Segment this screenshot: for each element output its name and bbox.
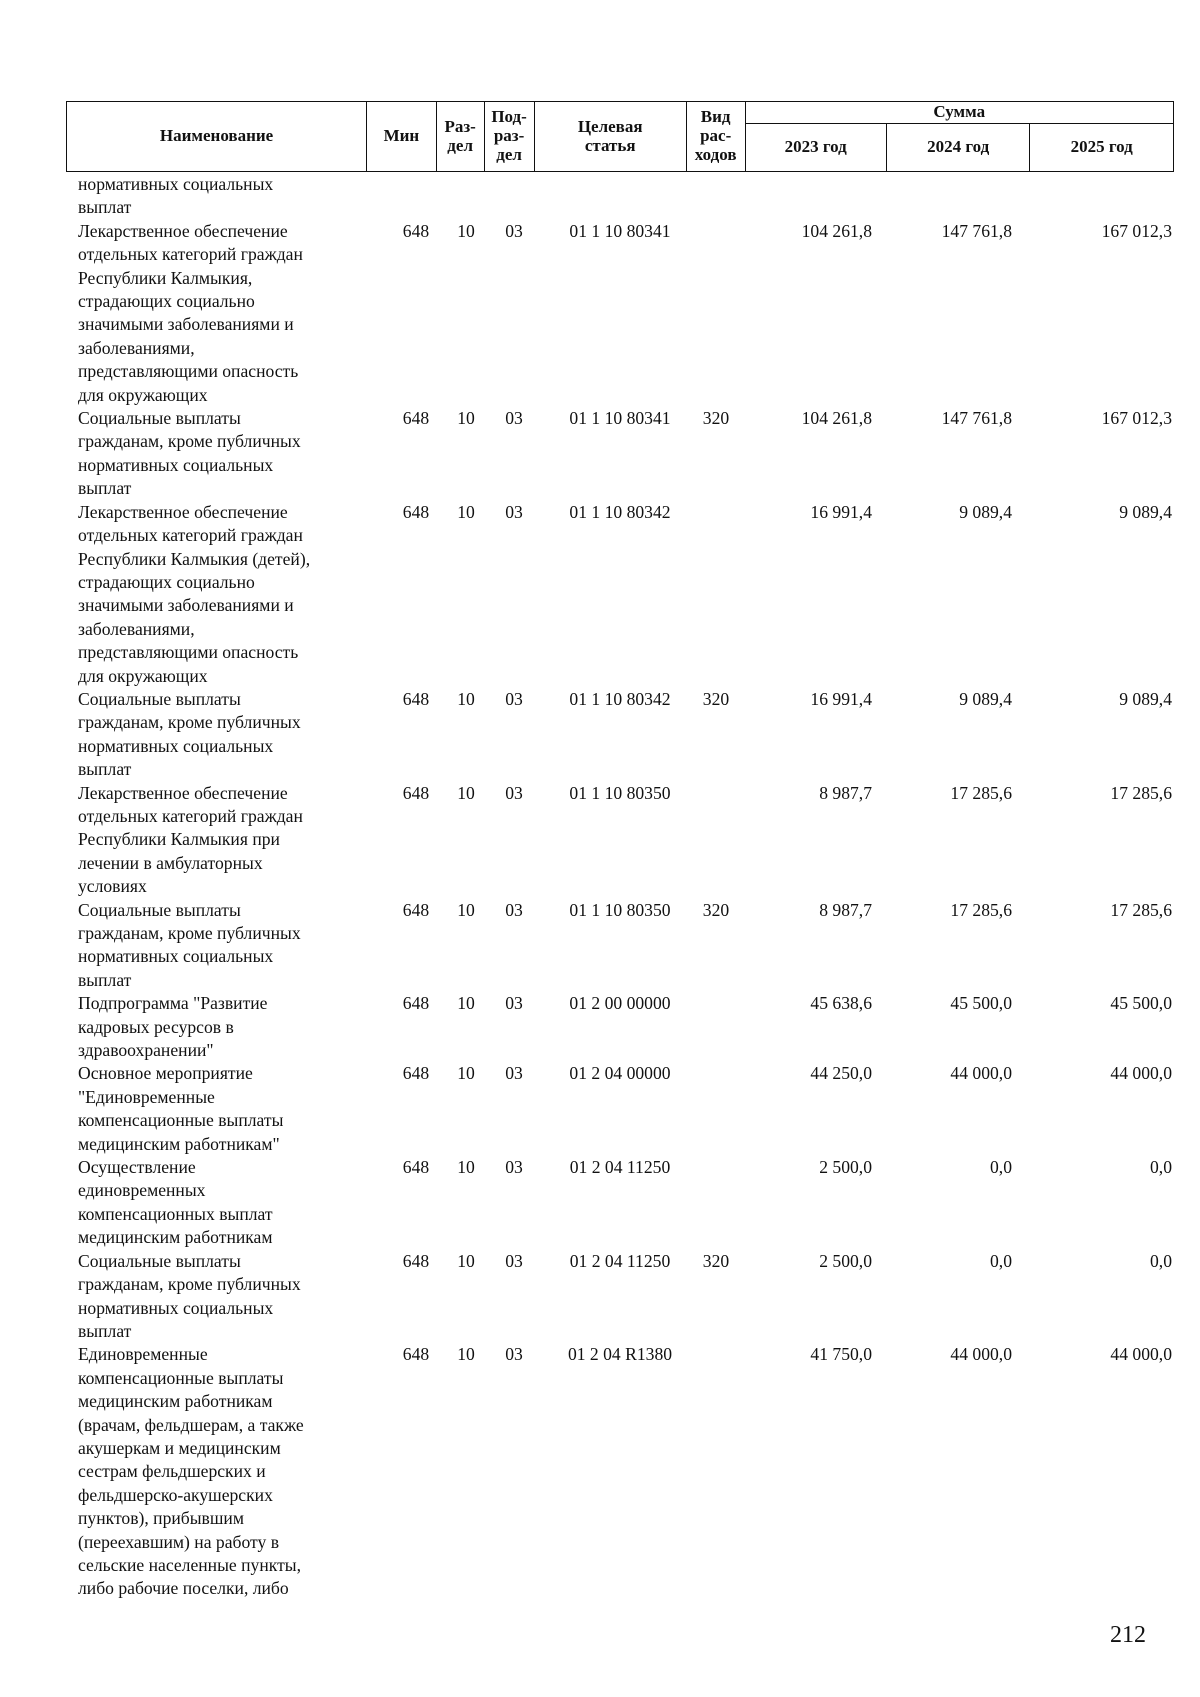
row-name-line: Социальные выплаты: [78, 408, 241, 429]
row-name: [78, 173, 348, 220]
podrazdel-cell: 03: [505, 220, 523, 241]
row-name-line: сельские населенные пункты,: [78, 1554, 301, 1575]
sum-2025-cell: 9 089,4: [1119, 688, 1172, 709]
header-min: Мин: [367, 102, 437, 172]
row-name-line: кадровых ресурсов в: [78, 1016, 234, 1037]
row-name: [78, 899, 348, 993]
header-vid-rashodov: Вид рас- ходов: [686, 102, 745, 172]
table-row: [66, 220, 1174, 407]
row-name-line: медицинским работникам: [78, 1227, 273, 1248]
podrazdel-cell: 03: [505, 688, 523, 709]
row-name-line: компенсационные выплаты: [78, 1367, 284, 1388]
row-name-line: заболеваниями,: [78, 337, 195, 358]
header-year-2024: 2024 год: [886, 124, 1030, 172]
row-name: [78, 1062, 348, 1156]
sum-2025-cell: 17 285,6: [1110, 899, 1172, 920]
razdel-cell: 10: [457, 501, 475, 522]
row-name-line: Лекарственное обеспечение: [78, 501, 288, 522]
table-row: [66, 899, 1174, 993]
row-name-line: Осуществление: [78, 1157, 196, 1178]
sum-2024-cell: 17 285,6: [950, 782, 1012, 803]
sum-2024-cell: 147 761,8: [941, 220, 1012, 241]
min-cell: 648: [402, 1250, 430, 1271]
row-name-line: выплат: [78, 759, 132, 780]
row-name-line: представляющими опасность: [78, 361, 299, 382]
row-name-line: (переехавшим) на работу в: [78, 1531, 280, 1552]
row-name-line: отдельных категорий граждан: [78, 244, 303, 265]
row-name-line: страдающих социально: [78, 291, 255, 312]
sum-2025-cell: 45 500,0: [1110, 993, 1172, 1014]
row-name-line: лечении в амбулаторных: [78, 852, 263, 873]
row-name-line: единовременных: [78, 1180, 206, 1201]
sum-2024-cell: 0,0: [990, 1250, 1012, 1271]
min-cell: 648: [402, 993, 430, 1014]
table-row: [66, 407, 1174, 501]
row-name-line: Социальные выплаты: [78, 1250, 241, 1271]
min-cell: 648: [402, 782, 430, 803]
sum-2023-cell: 2 500,0: [819, 1157, 872, 1178]
row-name-line: либо рабочие поселки, либо: [78, 1578, 289, 1599]
sum-2025-cell: 17 285,6: [1110, 782, 1172, 803]
row-name-line: условиях: [78, 876, 147, 897]
sum-2025-cell: 0,0: [1150, 1250, 1172, 1271]
sum-2023-cell: 104 261,8: [801, 220, 872, 241]
row-name: [78, 220, 348, 407]
celevaya-statya-cell: 01 1 10 80341: [569, 220, 671, 241]
row-name-line: гражданам, кроме публичных: [78, 923, 301, 943]
row-name: [78, 688, 348, 782]
min-cell: 648: [402, 220, 430, 241]
vid-rashodov-cell: 320: [702, 1250, 730, 1271]
table-body: [66, 173, 1174, 1601]
razdel-cell: 10: [457, 782, 475, 803]
sum-2025-cell: 44 000,0: [1110, 1344, 1172, 1365]
row-name-line: Социальные выплаты: [78, 899, 241, 920]
row-name-line: страдающих социально: [78, 571, 255, 592]
podrazdel-cell: 03: [505, 993, 523, 1014]
sum-2024-cell: 0,0: [990, 1157, 1012, 1178]
row-name: [78, 782, 348, 899]
table-row: [66, 1156, 1174, 1250]
sum-2023-cell: 8 987,7: [819, 782, 872, 803]
row-name: [78, 992, 348, 1062]
row-name-line: Республики Калмыкия (детей),: [78, 548, 311, 569]
row-name-line: нормативных социальных: [78, 174, 274, 194]
header-razdel: Раз- дел: [436, 102, 484, 172]
header-celevaya-statya: Целевая статья: [534, 102, 686, 172]
podrazdel-cell: 03: [505, 501, 523, 522]
sum-2025-cell: 9 089,4: [1119, 501, 1172, 522]
row-name-line: "Единовременные: [78, 1086, 215, 1107]
row-name-line: Социальные выплаты: [78, 688, 241, 709]
header-year-2025: 2025 год: [1030, 124, 1174, 172]
row-name-line: выплат: [78, 197, 132, 218]
table-row: [66, 1250, 1174, 1344]
header-summa: Сумма: [745, 102, 1173, 124]
sum-2025-cell: 44 000,0: [1110, 1063, 1172, 1084]
sum-2023-cell: 44 250,0: [810, 1063, 872, 1084]
vid-rashodov-cell: 320: [702, 899, 730, 920]
vid-rashodov-cell: 320: [702, 408, 730, 429]
row-name-line: фельдшерско-акушерских: [78, 1484, 273, 1505]
podrazdel-cell: 03: [505, 408, 523, 429]
celevaya-statya-cell: 01 2 00 00000: [569, 993, 671, 1014]
row-name-line: пунктов), прибывшим: [78, 1508, 244, 1529]
row-name-line: здравоохранении": [78, 1040, 214, 1061]
min-cell: 648: [402, 501, 430, 522]
row-name-line: нормативных социальных: [78, 454, 274, 475]
sum-2024-cell: 17 285,6: [950, 899, 1012, 920]
row-name-line: представляющими опасность: [78, 642, 299, 663]
row-name: [78, 1250, 348, 1344]
row-name-line: гражданам, кроме публичных: [78, 712, 301, 733]
sum-2024-cell: 147 761,8: [941, 408, 1012, 429]
podrazdel-cell: 03: [505, 1250, 523, 1271]
sum-2025-cell: 0,0: [1150, 1157, 1172, 1178]
min-cell: 648: [402, 1344, 430, 1365]
razdel-cell: 10: [457, 1344, 475, 1365]
podrazdel-cell: 03: [505, 1157, 523, 1178]
celevaya-statya-cell: 01 2 04 00000: [569, 1063, 671, 1084]
row-name-line: компенсационных выплат: [78, 1203, 273, 1224]
sum-2024-cell: 9 089,4: [959, 501, 1012, 522]
sum-2023-cell: 8 987,7: [819, 899, 872, 920]
razdel-cell: 10: [457, 1063, 475, 1084]
row-name-line: Лекарственное обеспечение: [78, 782, 288, 803]
sum-2024-cell: 44 000,0: [950, 1344, 1012, 1365]
razdel-cell: 10: [457, 688, 475, 709]
row-name-line: сестрам фельдшерских и: [78, 1461, 266, 1482]
table-row: [66, 992, 1174, 1062]
sum-2023-cell: 104 261,8: [801, 408, 872, 429]
podrazdel-cell: 03: [505, 782, 523, 803]
row-name-line: значимыми заболеваниями и: [78, 595, 294, 616]
sum-2023-cell: 45 638,6: [810, 993, 872, 1014]
min-cell: 648: [402, 1063, 430, 1084]
razdel-cell: 10: [457, 899, 475, 920]
row-name: [78, 1156, 348, 1250]
row-name-line: Основное мероприятие: [78, 1063, 253, 1084]
table-row: [66, 688, 1174, 782]
row-name-line: (врачам, фельдшерам, а также: [78, 1414, 304, 1435]
row-name-line: значимыми заболеваниями и: [78, 314, 294, 335]
sum-2024-cell: 44 000,0: [950, 1063, 1012, 1084]
table-row: [66, 782, 1174, 899]
row-name-line: для окружающих: [78, 384, 208, 405]
row-name-line: нормативных социальных: [78, 1297, 274, 1318]
razdel-cell: 10: [457, 408, 475, 429]
sum-2024-cell: 45 500,0: [950, 993, 1012, 1014]
row-name-line: медицинским работникам: [78, 1391, 273, 1412]
row-name-line: Республики Калмыкия,: [78, 267, 253, 288]
row-name-line: для окружающих: [78, 665, 208, 686]
row-name-line: отдельных категорий граждан: [78, 525, 303, 546]
min-cell: 648: [402, 899, 430, 920]
header-podrazdel: Под- раз- дел: [484, 102, 534, 172]
podrazdel-cell: 03: [505, 1344, 523, 1365]
table-header: [66, 101, 1174, 172]
celevaya-statya-cell: 01 1 10 80342: [569, 501, 671, 522]
sum-2023-cell: 16 991,4: [810, 688, 872, 709]
celevaya-statya-cell: 01 1 10 80350: [569, 782, 671, 803]
row-name-line: нормативных социальных: [78, 946, 274, 967]
page-number: 212: [1110, 1622, 1146, 1648]
row-name: [78, 407, 348, 501]
row-name-line: выплат: [78, 1320, 132, 1341]
row-name-line: выплат: [78, 969, 132, 990]
celevaya-statya-cell: 01 2 04 R1380: [567, 1344, 673, 1365]
min-cell: 648: [402, 688, 430, 709]
vid-rashodov-cell: 320: [702, 688, 730, 709]
row-name-line: гражданам, кроме публичных: [78, 1274, 301, 1295]
podrazdel-cell: 03: [505, 899, 523, 920]
row-name: [78, 501, 348, 688]
min-cell: 648: [402, 408, 430, 429]
header-year-2023: 2023 год: [745, 124, 886, 172]
row-name-line: нормативных социальных: [78, 735, 274, 756]
celevaya-statya-cell: 01 2 04 11250: [569, 1157, 671, 1178]
table-row: [66, 501, 1174, 688]
razdel-cell: 10: [457, 1157, 475, 1178]
row-name-line: медицинским работникам": [78, 1133, 280, 1154]
row-name-line: Подпрограмма "Развитие: [78, 993, 268, 1014]
table-row: [66, 1062, 1174, 1156]
razdel-cell: 10: [457, 220, 475, 241]
sum-2025-cell: 167 012,3: [1101, 220, 1172, 241]
sum-2024-cell: 9 089,4: [959, 688, 1012, 709]
row-name-line: заболеваниями,: [78, 618, 195, 639]
row-name-line: отдельных категорий граждан: [78, 805, 303, 826]
row-name: [78, 1343, 348, 1600]
celevaya-statya-cell: 01 1 10 80341: [569, 408, 671, 429]
sum-2023-cell: 16 991,4: [810, 501, 872, 522]
celevaya-statya-cell: 01 2 04 11250: [569, 1250, 671, 1271]
row-name-line: Единовременные: [78, 1344, 208, 1365]
podrazdel-cell: 03: [505, 1063, 523, 1084]
sum-2025-cell: 167 012,3: [1101, 408, 1172, 429]
sum-2023-cell: 2 500,0: [819, 1250, 872, 1271]
sum-2023-cell: 41 750,0: [810, 1344, 872, 1365]
row-name-line: гражданам, кроме публичных: [78, 431, 301, 452]
celevaya-statya-cell: 01 1 10 80342: [569, 688, 671, 709]
razdel-cell: 10: [457, 1250, 475, 1271]
table-row: [66, 1343, 1174, 1600]
min-cell: 648: [402, 1157, 430, 1178]
celevaya-statya-cell: 01 1 10 80350: [569, 899, 671, 920]
razdel-cell: 10: [457, 993, 475, 1014]
row-name-line: компенсационные выплаты: [78, 1110, 284, 1131]
row-name-line: акушеркам и медицинским: [78, 1437, 281, 1458]
header-name: Наименование: [67, 102, 367, 172]
table-row: [66, 173, 1174, 220]
row-name-line: выплат: [78, 478, 132, 499]
row-name-line: Лекарственное обеспечение: [78, 220, 288, 241]
row-name-line: Республики Калмыкия при: [78, 829, 280, 850]
